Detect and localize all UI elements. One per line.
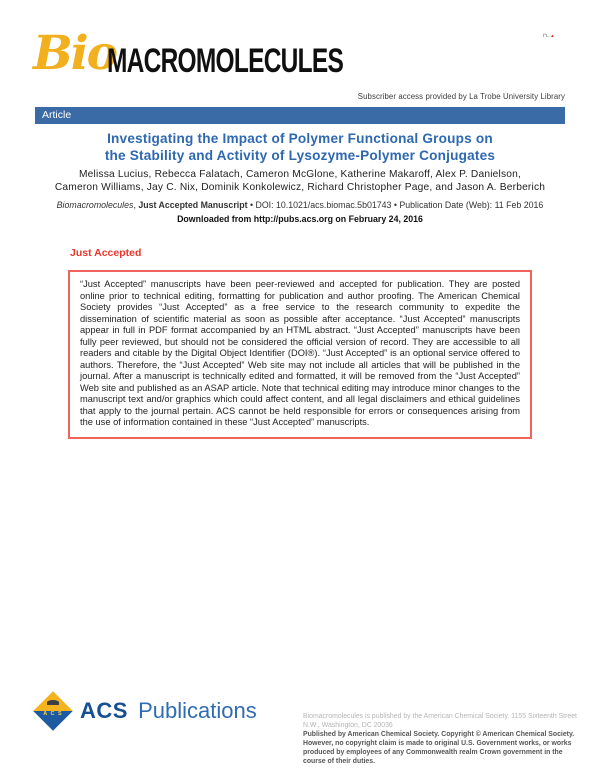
citation-doi-and-date: • DOI: 10.1021/acs.biomac.5b01743 • Publication Date (Web): 11 Feb 2016 xyxy=(247,200,544,211)
publisher-address-line: Biomacromolecules is published by the American Chemical Society. 1155 Sixteenth Street N.W., Washington, DC 20036 xyxy=(303,713,577,729)
article-type-bar xyxy=(35,107,565,124)
acs-phoenix-icon xyxy=(47,700,59,705)
acs-publications-wordmark xyxy=(80,700,257,722)
copyright-notice: Published by American Chemical Society. Copyright © American Chemical Society. However, no copyright claim is made to original U.S. Government works, or works produced by employees of any Commonwealth realm Crown government in the course of their duties. xyxy=(303,731,575,765)
author-list-line1: Melissa Lucius, Rebecca Falatach, Cameron McGlone, Katherine Makaroff, Alex P. Danielson, xyxy=(78,169,522,180)
paper-header xyxy=(35,131,565,224)
corner-mark-red: ▴ xyxy=(551,33,554,39)
journal-logo-macromolecules: MACROMOLECULES xyxy=(106,42,344,80)
article-type-label: Article xyxy=(42,109,72,121)
paper-title-line1: Investigating the Impact of Polymer Functional Groups on xyxy=(107,131,493,146)
brand-publications-text: Publications xyxy=(138,698,257,723)
brand-acs-text: ACS xyxy=(80,698,128,723)
journal-logo-bio-script: Bio xyxy=(33,26,116,81)
citation-separator: , xyxy=(133,200,139,211)
citation-manuscript-status: Just Accepted Manuscript xyxy=(138,200,248,211)
citation-line xyxy=(35,200,565,210)
citation-journal-name: Biomacromolecules xyxy=(56,200,134,211)
subscriber-access-line: Subscriber access provided by La Trobe University Library xyxy=(357,92,565,101)
author-list xyxy=(35,169,565,194)
acs-publications-brand xyxy=(33,691,257,731)
author-list-line2: Cameron Williams, Jay C. Nix, Dominik Konkolewicz, Richard Christopher Page, and Jason A. Berberich xyxy=(54,181,546,193)
corner-mark-gray: ⊓.. xyxy=(543,33,550,39)
publisher-legal-text xyxy=(303,713,581,766)
acs-diamond-logo xyxy=(33,691,73,731)
corner-print-mark xyxy=(543,34,554,39)
acs-logo-letters: A C S xyxy=(43,711,63,717)
journal-masthead xyxy=(33,24,435,82)
paper-title-line2: the Stability and Activity of Lysozyme-Polymer Conjugates xyxy=(104,147,496,163)
download-line: Downloaded from http://pubs.acs.org on February 24, 2016 xyxy=(177,214,423,225)
just-accepted-disclaimer-box: “Just Accepted” manuscripts have been peer-reviewed and accepted for publication. They are posted online prior to technical editing, formatting for publication and author proofing. The American Chemical Society provides “Just Accepted” as a free service to the research community to expedite the dissemination of scientific material as soon as possible after acceptance. “Just Accepted” manuscripts appear in full in PDF format accompanied by an HTML abstract. “Just Accepted” manuscripts have been fully peer reviewed, but should not be considered the official version of record. They are accessible to all readers and citable by the Digital Object Identifier (DOI®). “Just Accepted” is an optional service offered to authors. Therefore, the “Just Accepted” Web site may not include all articles that will be published in the journal. After a manuscript is technically edited and formatted, it will be removed from the “Just Accepted” Web site and published as an ASAP article. Note that technical editing may introduce minor changes to the manuscript text and/or graphics which could affect content, and all legal disclaimers and ethical guidelines that apply to the journal pertain. ACS cannot be held responsible for errors or consequences arising from the use of information contained in these “Just Accepted” manuscripts. xyxy=(68,270,532,439)
paper-title xyxy=(35,131,565,164)
just-accepted-heading: Just Accepted xyxy=(70,247,142,259)
